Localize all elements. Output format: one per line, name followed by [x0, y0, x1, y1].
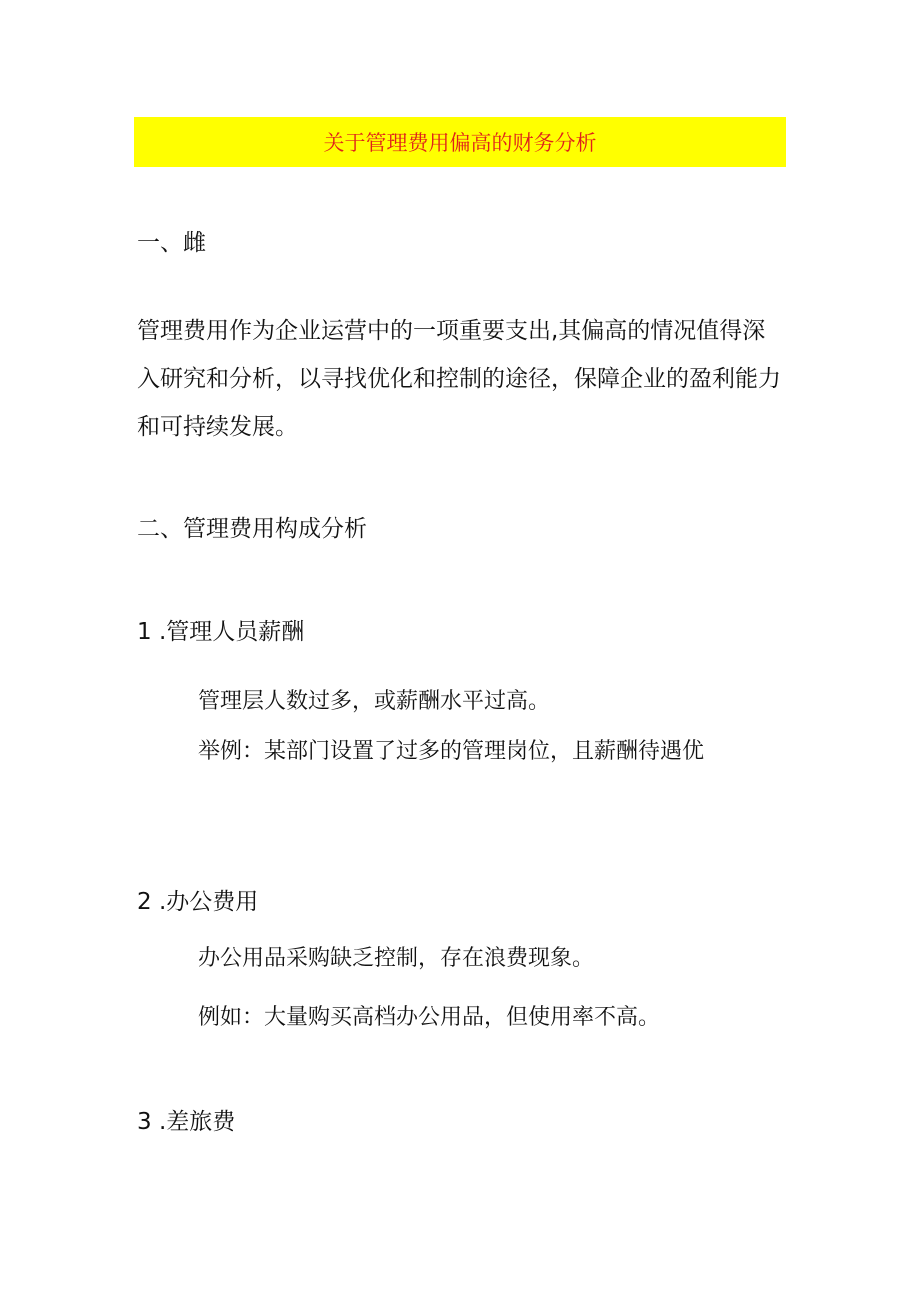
item-1-line-1: 管理层人数过多，或薪酬水平过高。 — [198, 689, 551, 714]
item-2-heading: 2 .办公费用 — [137, 889, 259, 915]
item-2-line-2: 例如：大量购买高档办公用品，但使用率不高。 — [198, 1005, 661, 1030]
item-1-heading: 1 .管理人员薪酬 — [137, 619, 305, 645]
document-title: 关于管理费用偏高的财务分析 — [323, 131, 597, 155]
paragraph-line: 和可持续发展。 — [137, 414, 298, 440]
section-1-heading: 一、雌 — [137, 230, 206, 256]
section-1-paragraph — [137, 307, 797, 451]
section-2-heading: 二、管理费用构成分析 — [137, 516, 367, 542]
item-2-line-1: 办公用品采购缺乏控制，存在浪费现象。 — [198, 946, 595, 971]
paragraph-line: 入研究和分析，以寻找优化和控制的途径，保障企业的盈利能力 — [137, 366, 781, 392]
paragraph-line: 管理费用作为企业运营中的一项重要支出,其偏高的情况值得深 — [137, 318, 766, 344]
title-banner — [134, 117, 786, 167]
item-3-heading: 3 .差旅费 — [137, 1109, 236, 1135]
item-1-line-2: 举例：某部门设置了过多的管理岗位，且薪酬待遇优 — [198, 739, 705, 764]
